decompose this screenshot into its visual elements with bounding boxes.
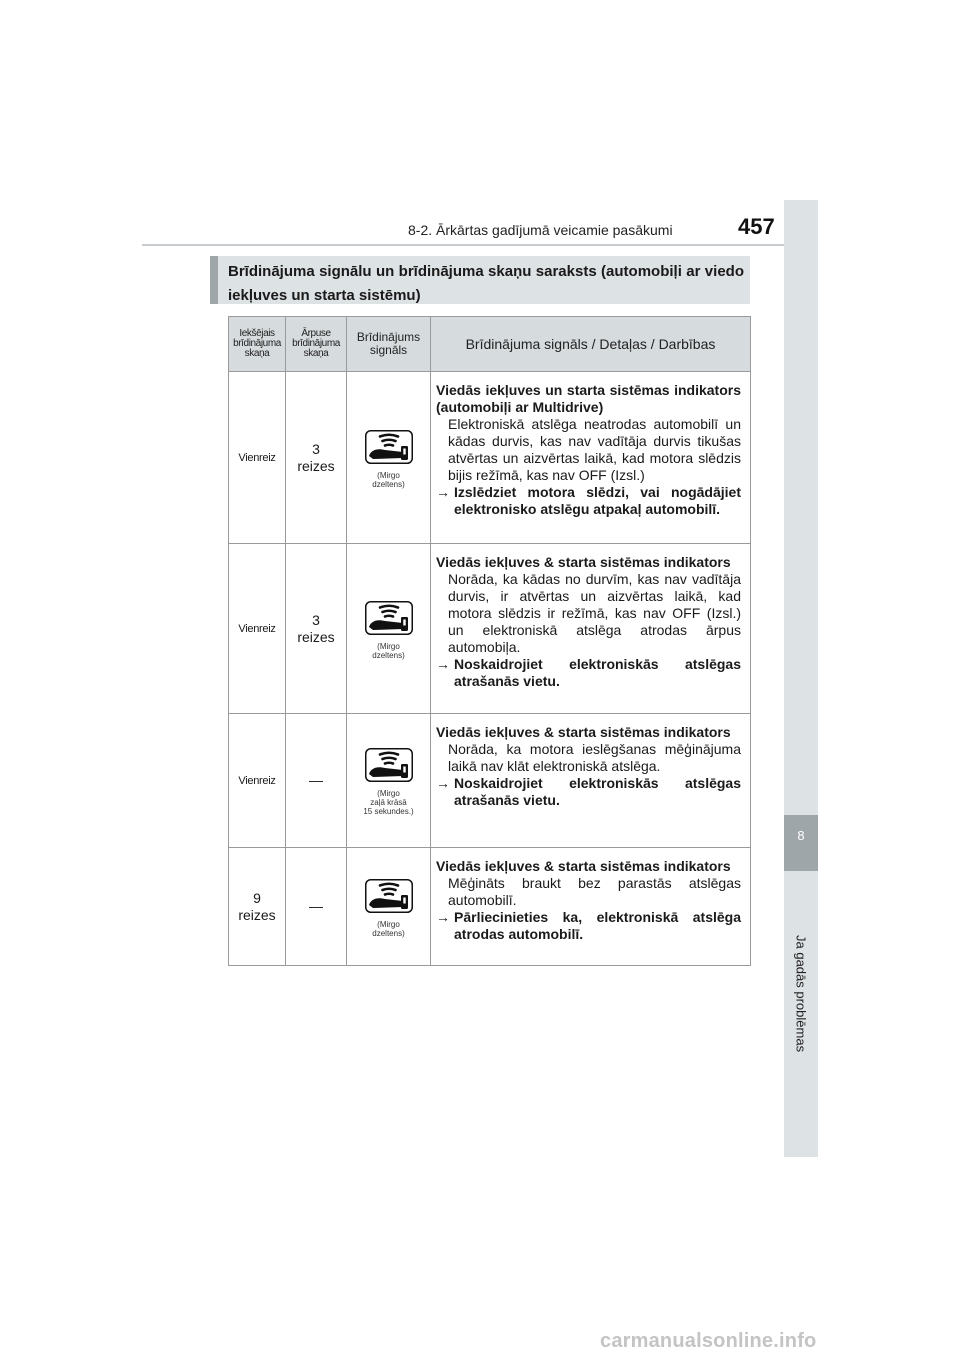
warning-light-caption: (Mirgo dzeltens) (372, 919, 405, 938)
dash: — (309, 772, 323, 788)
warning-light-caption: (Mirgo dzeltens) (372, 641, 405, 660)
warning-light-cell (347, 714, 431, 848)
table-row (229, 544, 751, 714)
warning-description: Norāda, ka motora ieslēgšanas mēģinājuma laikā nav klāt elektroniskā atslēga. (448, 741, 741, 774)
header-divider (142, 244, 818, 246)
outside-buzzer-value: 3 reizes (286, 544, 347, 714)
section-title: Brīdinājuma signālu un brīdinājuma skaņu saraksts (automobiļi ar viedo iekļuves un starta sistēmu) (210, 256, 750, 304)
smart-key-indicator-icon (365, 601, 413, 635)
warning-action: → Izslēdziet motora slēdzi, vai nogādājiet elektronisko atslēgu atpakaļ automobilī. (436, 484, 741, 517)
inside-buzzer-value: Vienreiz (229, 372, 286, 544)
column-header-outside-buzzer: Ārpuse brīdinājuma skaņa (286, 317, 347, 372)
warning-title: Viedās iekļuves un starta sistēmas indikators (automobiļi ar Multidrive) (436, 382, 741, 415)
smart-key-indicator-icon (365, 430, 413, 464)
smart-key-indicator-icon (365, 879, 413, 913)
arrow-icon: → (436, 656, 450, 672)
warning-title: Viedās iekļuves & starta sistēmas indikators (436, 554, 731, 570)
warning-details (431, 544, 751, 714)
chapter-number: 8 (797, 828, 805, 843)
table-row (229, 372, 751, 544)
dash: — (309, 898, 323, 914)
inside-buzzer-value: Vienreiz (229, 544, 286, 714)
warning-details (431, 372, 751, 544)
page-number: 457 (738, 214, 775, 239)
chapter-number-box (784, 815, 818, 871)
warning-details (431, 848, 751, 966)
warning-description: Norāda, ka kādas no durvīm, kas nav vadītāja durvis, ir atvērtas un aizvērtas laikā, kad motora slēdzis ir režīmā, kas nav OFF (Izsl.) un elektroniskā atslēga atrodas ārpus automobiļa. (448, 571, 741, 655)
warning-description: Mēģināts braukt bez parastās atslēgas automobilī. (448, 875, 741, 908)
column-header-details: Brīdinājuma signāls / Detaļas / Darbības (431, 317, 751, 372)
outside-buzzer-value (286, 848, 347, 966)
watermark: carmanualsonline.info (600, 1330, 817, 1352)
table-header-row (229, 317, 751, 372)
outside-buzzer-value: 3 reizes (286, 372, 347, 544)
warning-description: Elektroniskā atslēga neatrodas automobilī un kādas durvis, kas nav vadītāja durvis tikušas atvērtas un aizvērtas laikā, kad motora slēdzis bijis režīmā, kas nav OFF (Izsl.) (448, 416, 741, 483)
outside-buzzer-value (286, 714, 347, 848)
smart-key-indicator-icon (365, 748, 413, 782)
arrow-icon: → (436, 909, 450, 925)
chapter-label: Ja gadās problēmas (793, 935, 809, 1053)
warning-action: → Noskaidrojiet elektroniskās atslēgas atrašanās vietu. (436, 656, 741, 689)
warning-light-cell (347, 848, 431, 966)
inside-buzzer-value: 9 reizes (229, 848, 286, 966)
warning-details (431, 714, 751, 848)
warning-title: Viedās iekļuves & starta sistēmas indikators (436, 858, 731, 874)
warning-light-cell (347, 372, 431, 544)
warning-title: Viedās iekļuves & starta sistēmas indikators (436, 724, 731, 740)
warning-table (228, 316, 751, 966)
column-header-inside-buzzer: Iekšējais brīdinājuma skaņa (229, 317, 286, 372)
arrow-icon: → (436, 775, 450, 791)
warning-action: → Pārliecinieties ka, elektroniskā atslēga atrodas automobilī. (436, 909, 741, 942)
table-row (229, 714, 751, 848)
inside-buzzer-value: Vienreiz (229, 714, 286, 848)
arrow-icon: → (436, 484, 450, 500)
column-header-warning-light: Brīdinājums signāls (347, 317, 431, 372)
warning-action: → Noskaidrojiet elektroniskās atslēgas atrašanās vietu. (436, 775, 741, 808)
warning-light-caption: (Mirgo zaļā krāsā 15 sekundes.) (363, 789, 414, 816)
running-header: 8-2. Ārkārtas gadījumā veicamie pasākumi (408, 222, 673, 238)
warning-light-cell (347, 544, 431, 714)
warning-light-caption: (Mirgo dzeltens) (372, 470, 405, 489)
table-row (229, 848, 751, 966)
